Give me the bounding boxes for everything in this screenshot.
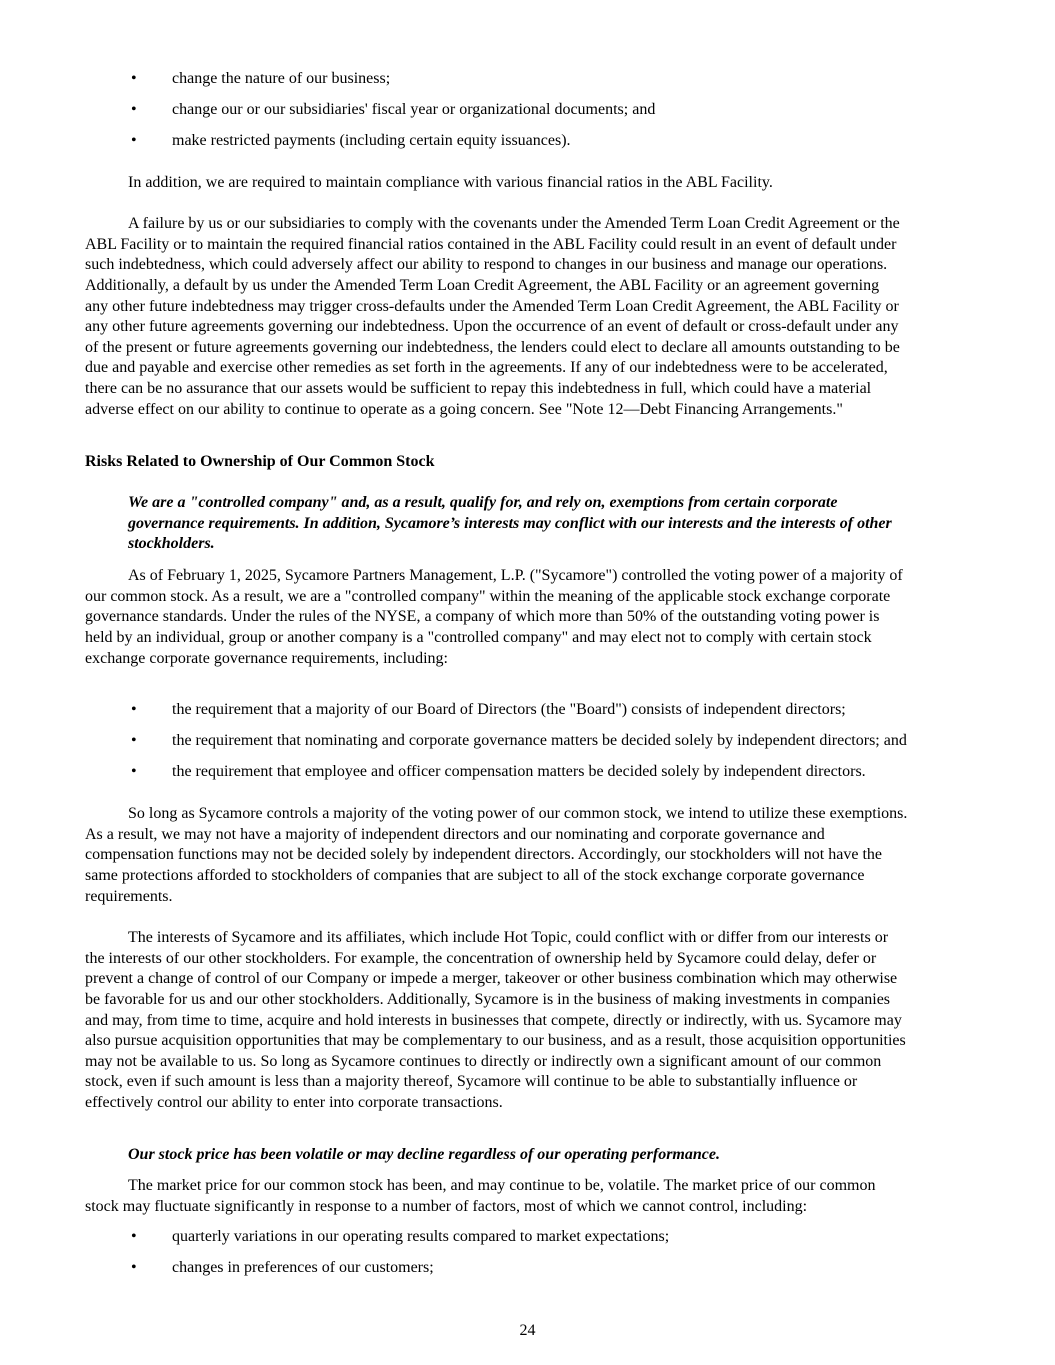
paragraph-line: stock, even if such amount is less than a majority thereof, Sycamore will continue to be able to substantially influence or [85,1073,858,1091]
list-item-text: change our or our subsidiaries' fiscal year or organizational documents; and [172,101,656,118]
list-item [0,762,1055,783]
paragraph-line: The market price for our common stock has been, and may continue to be, volatile. The market price of our common [128,1177,876,1194]
risk-heading-line: stockholders. [128,535,215,553]
paragraph-line: our common stock. As a result, we are a "controlled company" within the meaning of the applicable stock exchange corporate [85,587,891,605]
risk-heading-controlled-company [128,493,892,555]
paragraph-line: ABL Facility or to maintain the required financial ratios contained in the ABL Facility could result in an event of default under [85,235,897,253]
page-number: 24 [519,1322,536,1339]
paragraph-line: held by an individual, group or another company is a "controlled company" and may elect not to comply with certain stock [85,628,872,646]
risk-heading-line: governance requirements. In addition, Sycamore’s interests may conflict with our interests and the interests of other [128,514,892,532]
paragraph-financial-ratios [85,173,773,194]
paragraph-line: may not be available to us. So long as Sycamore continues to directly or indirectly own a significant amount of our common [85,1052,882,1070]
bullet-glyph: • [131,1259,137,1276]
section-heading [85,452,435,473]
paragraph-line: such indebtedness, which could adversely affect our ability to respond to changes in our business and manage our operations. [85,256,888,274]
paragraph-line: effectively control our ability to enter into corporate transactions. [85,1094,503,1112]
paragraph-line: governance standards. Under the rules of the NYSE, a company of which more than 50% of the outstanding voting power is [85,608,880,626]
list-item-text: the requirement that employee and officer compensation matters be decided solely by independent directors. [172,763,866,780]
list-item [0,69,1055,90]
paragraph-line: of the present or future agreements governing our indebtedness, the lenders could elect to declare all amounts outstanding to be [85,338,900,356]
bullet-glyph: • [131,132,137,149]
list-item-text: the requirement that a majority of our Board of Directors (the "Board") consists of independent directors; [172,701,846,718]
bullet-glyph: • [131,101,137,118]
risk-heading-line: We are a "controlled company" and, as a result, qualify for, and rely on, exemptions from certain corporate [128,494,838,511]
paragraph-line: As of February 1, 2025, Sycamore Partners Management, L.P. ("Sycamore") controlled the voting power of a majority of [128,567,903,584]
paragraph-exemptions [85,804,907,907]
list-item-text: quarterly variations in our operating results compared to market expectations; [172,1228,670,1245]
paragraph-line: due and payable and exercise other remedies as set forth in the agreements. If any of our indebtedness were to be accelerated, [85,359,888,377]
paragraph-line: adverse effect on our ability to continue to operate as a going concern. See "Note 12—Debt Financing Arrangements." [85,400,843,418]
paragraph-line: So long as Sycamore controls a majority of the voting power of our common stock, we intend to utilize these exemptions. [128,805,908,822]
paragraph-line: be favorable for us and our other stockholders. Additionally, Sycamore is in the business of making investments in companies [85,990,891,1008]
list-item [0,1258,1055,1279]
list-item [0,731,1055,752]
paragraph-interests [85,928,906,1114]
paragraph-line: and may, from time to time, acquire and hold interests in businesses that compete, directly or indirectly, with us. Sycamore may [85,1011,902,1029]
risk-heading-line: Our stock price has been volatile or may decline regardless of our operating performance. [128,1146,720,1163]
risk-heading-stock-price [128,1145,720,1166]
list-item-text: make restricted payments (including certain equity issuances). [172,132,571,149]
list-item-text: the requirement that nominating and corporate governance matters be decided solely by independent directors; and [172,732,907,749]
section-heading-text: Risks Related to Ownership of Our Common Stock [85,453,435,470]
paragraph-line: prevent a change of control of our Company or impede a merger, takeover or other business combination which may otherwise [85,970,898,988]
list-item-text: changes in preferences of our customers; [172,1259,434,1276]
paragraph-line: The interests of Sycamore and its affiliates, which include Hot Topic, could conflict with or differ from our interests or [128,929,889,946]
bullet-glyph: • [131,701,137,718]
paragraph-line: As a result, we may not have a majority of independent directors and our nominating and corporate governance and [85,825,825,843]
bullet-glyph: • [131,1228,137,1245]
bullet-glyph: • [131,763,137,780]
list-item [0,131,1055,152]
paragraph-line: compensation functions may not be decided solely by independent directors. Accordingly, our stockholders will not have the [85,846,882,864]
paragraph-line: any other future indebtedness may trigger cross-defaults under the Amended Term Loan Credit Agreement, the ABL Facility or [85,297,899,315]
list-item [0,700,1055,721]
paragraph-line: requirements. [85,887,173,905]
paragraph-line: In addition, we are required to maintain compliance with various financial ratios in the ABL Facility. [128,174,773,191]
paragraph-stock-price-intro [85,1176,875,1217]
list-item [0,1227,1055,1248]
paragraph-line: there can be no assurance that our assets would be sufficient to repay this indebtedness in full, which could have a material [85,380,872,398]
paragraph-default [85,214,900,420]
paragraph-line: also pursue acquisition opportunities that may be complementary to our business, and as a result, those acquisition opportunities [85,1032,906,1050]
paragraph-line: Additionally, a default by us under the Amended Term Loan Credit Agreement, the ABL Facility or an agreement governing [85,276,880,294]
paragraph-controlled-company-intro [85,566,903,669]
bullet-glyph: • [131,732,137,749]
paragraph-line: the interests of our other stockholders. For example, the concentration of ownership held by Sycamore could delay, defer or [85,949,877,967]
bullet-glyph: • [131,70,137,87]
paragraph-line: A failure by us or our subsidiaries to comply with the covenants under the Amended Term Loan Credit Agreement or the [128,215,900,232]
paragraph-line: exchange corporate governance requirements, including: [85,649,448,667]
paragraph-line: same protections afforded to stockholders of companies that are subject to all of the stock exchange corporate governance [85,866,865,884]
list-item-text: change the nature of our business; [172,70,391,87]
paragraph-line: stock may fluctuate significantly in response to a number of factors, most of which we cannot control, including: [85,1197,808,1215]
list-item [0,100,1055,121]
paragraph-line: any other future agreements governing our indebtedness. Upon the occurrence of an event of default or cross-default under any [85,318,899,336]
